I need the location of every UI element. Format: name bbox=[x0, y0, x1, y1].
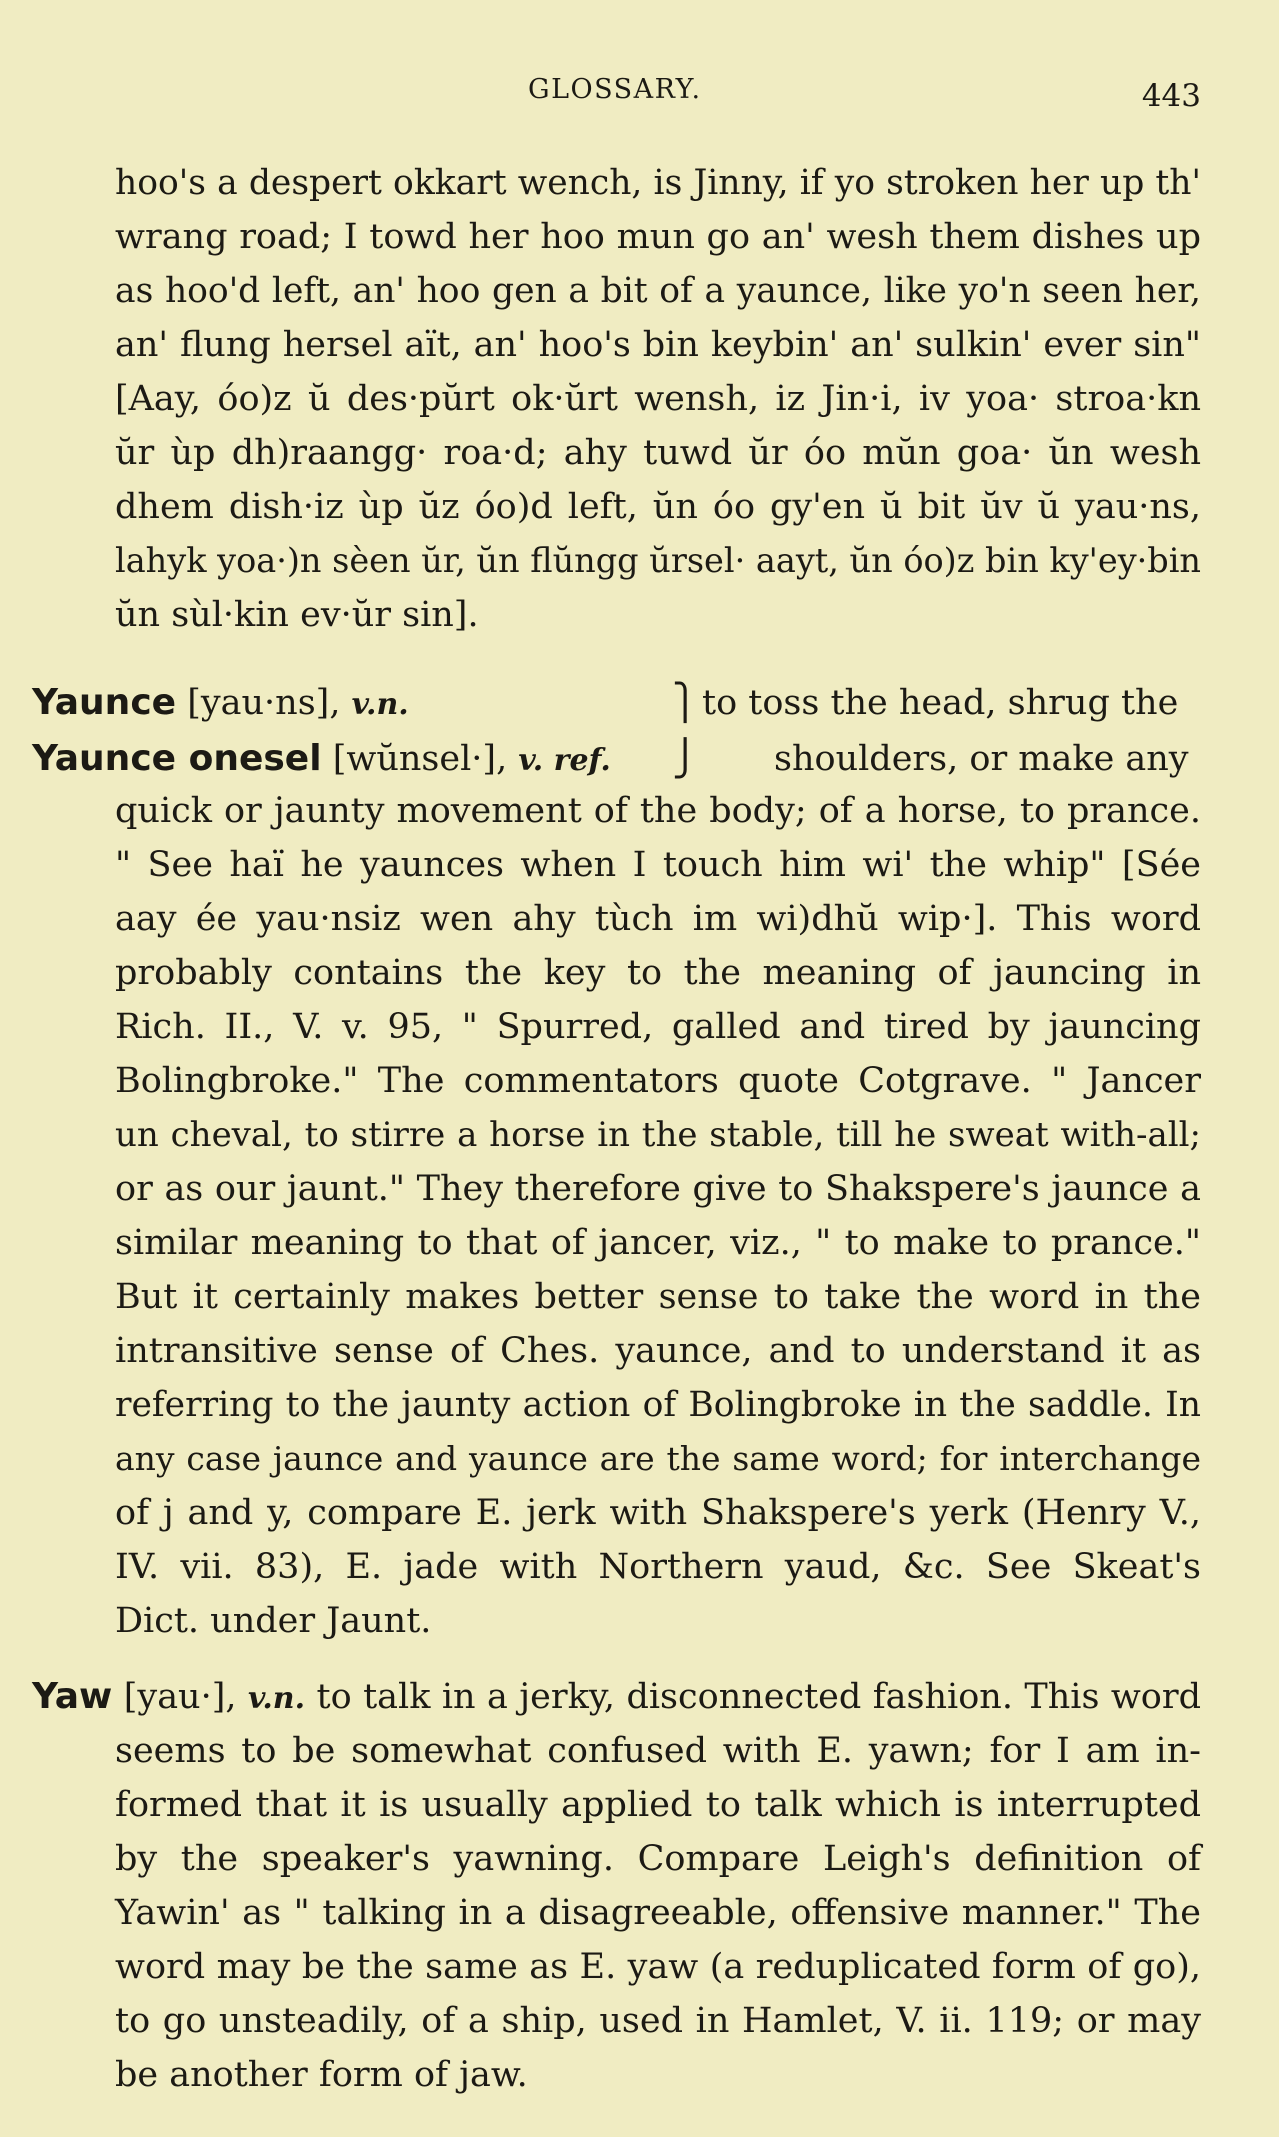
text-line: [Aay, óo)z ŭ des·pŭrt ok·ŭrt wensh, iz Jin·i, iv yoa· stroa·kn bbox=[115, 379, 1201, 419]
text-line: an' flung hersel aït, an' hoo's bin keybin' an' sulkin' ever sin" bbox=[115, 325, 1201, 365]
headword-line-1 bbox=[32, 676, 1201, 732]
text-line: of j and y, compare E. jerk with Shakspere's yerk (Henry V., bbox=[115, 1493, 1201, 1533]
definition-part-2: shoulders, or make any bbox=[774, 739, 1189, 779]
text-line: word may be the same as E. yaw (a reduplicated form of go), bbox=[115, 1947, 1201, 1987]
running-head bbox=[0, 74, 1279, 114]
headword: Yaunce onesel bbox=[32, 738, 322, 779]
entry-yaunce-head bbox=[32, 676, 1201, 788]
text-line: Yawin' as " talking in a disagreeable, offensive manner." The bbox=[115, 1893, 1201, 1933]
running-head-title: GLOSSARY. bbox=[528, 74, 702, 105]
page-number: 443 bbox=[1141, 78, 1201, 114]
text-line: But it certainly makes better sense to take the word in the bbox=[115, 1277, 1201, 1317]
text-line: dhem dish·iz ùp ŭz óo)d left, ŭn óo gy'en ŭ bit ŭv ŭ yau·ns, bbox=[115, 487, 1201, 527]
part-of-speech: v. ref. bbox=[518, 743, 611, 778]
headword: Yaw bbox=[32, 1676, 113, 1717]
text-line: un cheval, to stirre a horse in the stable, till he sweat with-all; bbox=[115, 1115, 1201, 1155]
brace-bottom: ⎭ bbox=[672, 739, 699, 779]
text-line: as hoo'd left, an' hoo gen a bit of a yaunce, like yo'n seen her, bbox=[115, 271, 1201, 311]
text-line: Rich. II., V. v. 95, " Spurred, galled and tired by jauncing bbox=[115, 1007, 1201, 1047]
text-line: aay ée yau·nsiz wen ahy tùch im wi)dhŭ wip·]. This word bbox=[115, 899, 1201, 939]
headword: Yaunce bbox=[32, 682, 177, 723]
pronunciation: [yau·ns], bbox=[187, 683, 341, 723]
text-line: Bolingbroke." The commentators quote Cotgrave. " Jancer bbox=[115, 1061, 1201, 1101]
text-line: formed that it is usually applied to talk which is interrupted bbox=[115, 1785, 1201, 1825]
part-of-speech: v.n. bbox=[351, 687, 409, 722]
headword-line-2 bbox=[32, 732, 1201, 788]
entry-yaw-head bbox=[32, 1670, 1201, 1726]
text-line: wrang road; I towd her hoo mun go an' wesh them dishes up bbox=[115, 217, 1201, 257]
pronunciation: [wŭnsel·], bbox=[332, 739, 508, 779]
definition-part-1: to toss the head, shrug the bbox=[702, 683, 1179, 723]
part-of-speech: v.n. bbox=[247, 1681, 306, 1716]
text-line: probably contains the key to the meaning of jauncing in bbox=[115, 953, 1201, 993]
headword-line bbox=[32, 1670, 1201, 1726]
text-line: intransitive sense of Ches. yaunce, and to understand it as bbox=[115, 1331, 1201, 1371]
text-line: ŭr ùp dh)raangg· roa·d; ahy tuwd ŭr óo mŭn goa· ŭn wesh bbox=[115, 433, 1201, 473]
pronunciation: [yau·], bbox=[123, 1677, 237, 1717]
text-line: " See haï he yaunces when I touch him wi' the whip" [Sée bbox=[115, 845, 1201, 885]
text-line: IV. vii. 83), E. jade with Northern yaud, &c. See Skeat's bbox=[115, 1547, 1201, 1587]
text-line: by the speaker's yawning. Compare Leigh's definition of bbox=[115, 1839, 1201, 1879]
text-line: lahyk yoa·)n sèen ŭr, ŭn flŭngg ŭrsel· aayt, ŭn óo)z bin ky'ey·bin bbox=[115, 541, 1201, 580]
text-line: quick or jaunty movement of the body; of a horse, to prance. bbox=[115, 791, 1201, 831]
text-line: to go unsteadily, of a ship, used in Hamlet, V. ii. 119; or may bbox=[115, 2001, 1201, 2041]
text-line: any case jaunce and yaunce are the same word; for interchange bbox=[115, 1439, 1201, 1478]
text-line: seems to be somewhat confused with E. yawn; for I am in- bbox=[115, 1731, 1201, 1771]
text-line: hoo's a despert okkart wench, is Jinny, if yo stroken her up th' bbox=[115, 163, 1201, 203]
text-line: similar meaning to that of jancer, viz., " to make to prance." bbox=[115, 1223, 1201, 1263]
text-line: referring to the jaunty action of Bolingbroke in the saddle. In bbox=[115, 1385, 1201, 1425]
text-line: Dict. under Jaunt. bbox=[115, 1601, 432, 1641]
entry-yaunce-body bbox=[115, 784, 1201, 1648]
definition: to talk in a jerky, disconnected fashion. This word bbox=[316, 1677, 1201, 1717]
entry-yaw-body bbox=[115, 1724, 1201, 2102]
text-line: or as our jaunt." They therefore give to Shakspere's jaunce a bbox=[115, 1169, 1201, 1209]
text-line: ŭn sùl·kin ev·ŭr sin]. bbox=[115, 595, 479, 635]
brace-top: ⎫ bbox=[672, 683, 699, 723]
text-line: be another form of jaw. bbox=[115, 2055, 528, 2095]
continuation-paragraph bbox=[115, 156, 1201, 642]
